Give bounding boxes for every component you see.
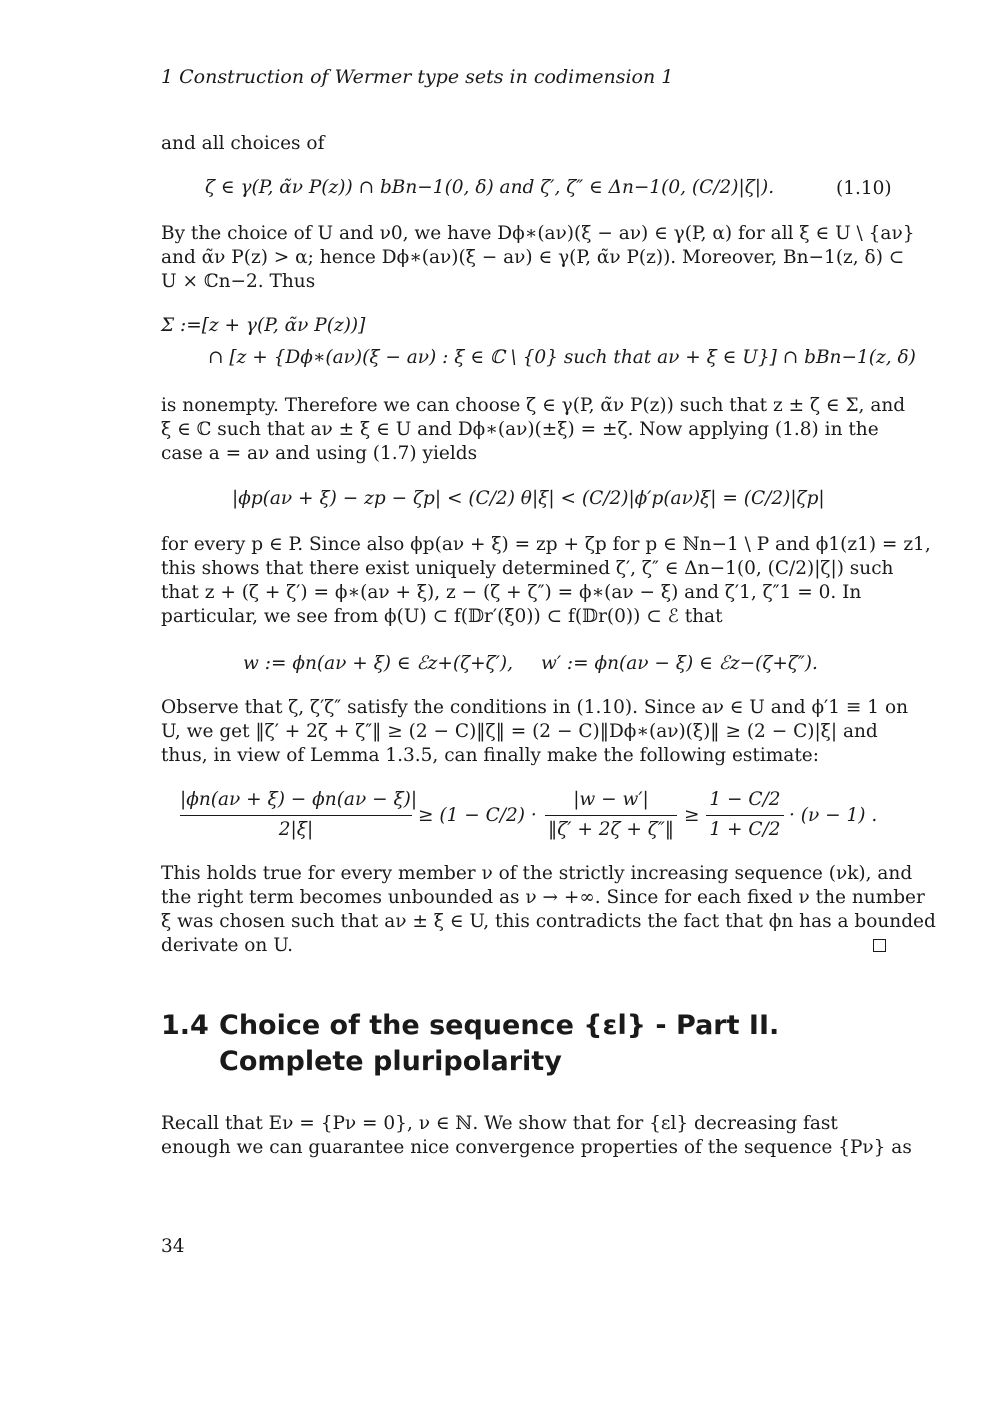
fraction-denominator: 2|ξ| [278, 819, 314, 840]
paragraph-line: thus, in view of Lemma 1.3.5, can finally make the following estimate: [161, 745, 819, 766]
equation-sigma-line-2: ∩ [z + {Dϕ∗(aν)(ξ − aν) : ξ ∈ ℂ \ {0} such that aν + ξ ∈ U}] ∩ bBn−1(z, δ) [208, 347, 916, 368]
paragraph-line: U × ℂn−2. Thus [161, 271, 316, 292]
paragraph-line: This holds true for every member ν of the strictly increasing sequence (νk), and [161, 863, 913, 884]
paragraph-line: and all choices of [161, 133, 325, 154]
equation-w: w := ϕn(aν + ξ) ∈ ℰz+(ζ+ζ′), [243, 653, 513, 674]
qed-square-icon [873, 939, 886, 952]
paragraph-line: for every p ∈ P. Since also ϕp(aν + ξ) = zp + ζp for p ∈ ℕn−1 \ P and ϕ1(z1) = z1, [161, 534, 931, 555]
paragraph-line: ξ was chosen such that aν ± ξ ∈ U, this contradicts the fact that ϕn has a bounded [161, 911, 936, 932]
fraction-denominator: ‖ζ′ + 2ζ + ζ″‖ [548, 819, 674, 840]
estimate-tail: · (ν − 1) . [789, 805, 878, 826]
fraction-bar [545, 815, 677, 816]
fraction-numerator: |ϕn(aν + ξ) − ϕn(aν − ξ)| [180, 789, 418, 810]
paragraph-line: the right term becomes unbounded as ν → +∞. Since for each fixed ν the number [161, 887, 925, 908]
paragraph-line: Recall that Eν = {Pν = 0}, ν ∈ ℕ. We show that for {εl} decreasing fast [161, 1113, 838, 1134]
paragraph-line: and α̃ν P(z) > α; hence Dϕ∗(aν)(ξ − aν) ∈ γ(P, α̃ν P(z)). Moreover, Bn−1(z, δ) ⊂ [161, 247, 905, 268]
paragraph-line: this shows that there exist uniquely determined ζ′, ζ″ ∈ Δn−1(0, (C/2)|ζ|) such [161, 558, 894, 579]
equation-sigma-line-1: Σ :=[z + γ(P, α̃ν P(z))] [161, 315, 366, 336]
paragraph-line: ξ ∈ ℂ such that aν ± ξ ∈ U and Dϕ∗(aν)(±ξ) = ±ζ. Now applying (1.8) in the [161, 419, 879, 440]
paragraph-line: case a = aν and using (1.7) yields [161, 443, 478, 464]
equation-phi-p: |ϕp(aν + ξ) − zp − ζp| < (C/2) θ|ξ| < (C/2)|ϕ′p(aν)ξ| = (C/2)|ζp| [232, 488, 825, 509]
paragraph-line: particular, we see from ϕ(U) ⊂ f(𝔻r′(ξ0)) ⊂ f(𝔻r(0)) ⊂ ℰ that [161, 606, 723, 627]
fraction-bar [180, 815, 412, 816]
equation-w-prime: w′ := ϕn(aν − ξ) ∈ ℰz−(ζ+ζ″). [541, 653, 818, 674]
fraction-numerator: 1 − C/2 [709, 789, 781, 810]
fraction-bar [706, 815, 784, 816]
estimate-operator: ≥ (1 − C/2) · [418, 805, 537, 826]
equation-1-10: ζ ∈ γ(P, α̃ν P(z)) ∩ bBn−1(0, δ) and ζ′, ζ″ ∈ Δn−1(0, (C/2)|ζ|). [205, 177, 775, 198]
fraction-numerator: |w − w′| [573, 789, 649, 810]
paragraph-line: enough we can guarantee nice convergence properties of the sequence {Pν} as [161, 1137, 912, 1158]
paragraph-line: derivate on U. [161, 935, 294, 956]
section-number: 1.4 [161, 1010, 209, 1041]
estimate-operator: ≥ [684, 805, 700, 826]
section-title: Choice of the sequence {εl} - Part II. Complete pluripolarity [219, 1010, 780, 1077]
fraction-denominator: 1 + C/2 [709, 819, 781, 840]
paragraph-line: is nonempty. Therefore we can choose ζ ∈ γ(P, α̃ν P(z)) such that z ± ζ ∈ Σ, and [161, 395, 906, 416]
paragraph-line: Observe that ζ, ζ′ζ″ satisfy the conditions in (1.10). Since aν ∈ U and ϕ′1 ≡ 1 on [161, 697, 908, 718]
paragraph-line: that z + (ζ + ζ′) = ϕ∗(aν + ξ), z − (ζ + ζ″) = ϕ∗(aν − ξ) and ζ′1, ζ″1 = 0. In [161, 582, 862, 603]
paragraph-line: U, we get ‖ζ′ + 2ζ + ζ″‖ ≥ (2 − C)‖ζ‖ = (2 − C)‖Dϕ∗(aν)(ξ)‖ ≥ (2 − C)|ξ| and [161, 721, 878, 742]
running-head: 1 Construction of Wermer type sets in codimension 1 [161, 66, 674, 88]
equation-number: (1.10) [836, 178, 892, 199]
paragraph-line: By the choice of U and ν0, we have Dϕ∗(aν)(ξ − aν) ∈ γ(P, α) for all ξ ∈ U \ {aν} [161, 223, 915, 244]
page-number: 34 [161, 1236, 185, 1257]
